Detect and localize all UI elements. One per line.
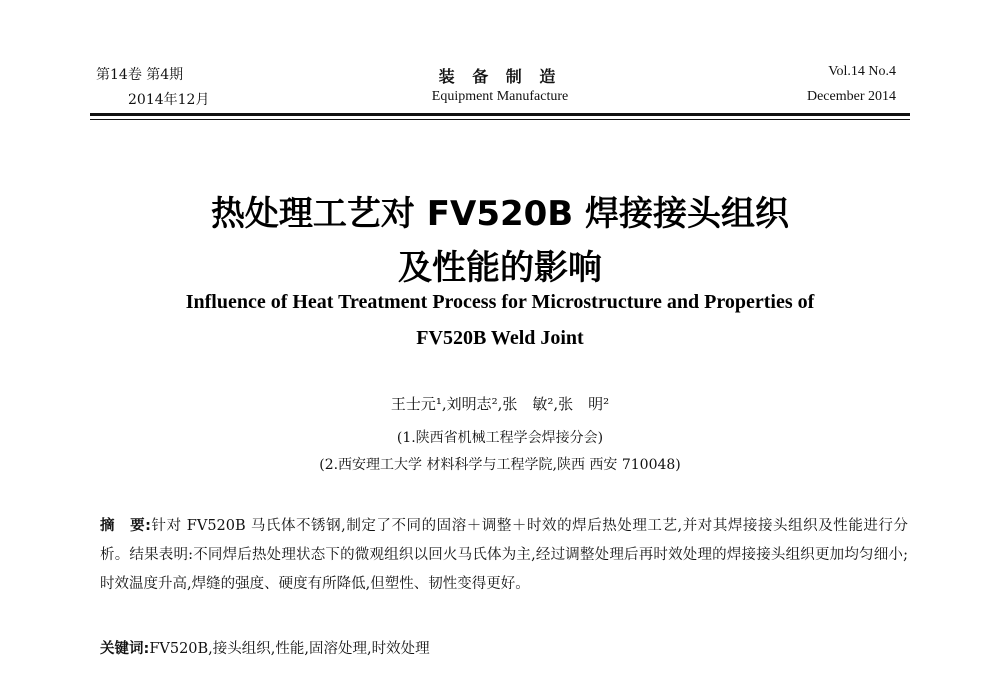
keywords	[100, 637, 908, 658]
keywords-label: 关键词:	[100, 641, 150, 657]
authors: 王士元¹,刘明志²,张 敏²,张 明²	[390, 395, 610, 413]
abstract-text: 针对 FV520B 马氏体不锈钢,制定了不同的固溶＋调整＋时效的焊后热处理工艺,并对其焊接接头组织及性能进行分析。结果表明:不同焊后热处理状态下的微观组织以回火马氏体为主,经过调整处理后再时效处理的焊接接头组织更加均匀细小;时效温度升高,焊缝的强度、硬度有所降低,但塑性、韧性变得更好。	[100, 518, 908, 592]
title-en-line2: FV520B Weld Joint	[416, 327, 584, 349]
date-en: December 2014	[806, 89, 896, 104]
volume-issue-en: Vol.14 No.4	[828, 64, 896, 79]
volume-issue-cn: 第14卷 第4期	[96, 67, 184, 83]
keywords-text: FV520B,接头组织,性能,固溶处理,时效处理	[149, 641, 430, 657]
journal-header	[0, 0, 1000, 122]
title-cn-line1: 热处理工艺对 FV520B 焊接接头组织	[210, 194, 790, 234]
title-en-line1: Influence of Heat Treatment Process for Microstructure and Properties of	[185, 291, 815, 313]
journal-name-en: Equipment Manufacture	[431, 89, 569, 104]
journal-name-cn: 装 备 制 造	[438, 67, 562, 86]
abstract-label: 摘 要:	[100, 518, 151, 534]
header-rule-thick	[90, 113, 910, 116]
affiliation-2: (2.西安理工大学 材料科学与工程学院,陕西 西安 710048)	[319, 457, 681, 473]
date-cn: 2014年12月	[128, 92, 210, 108]
header-rule-thin	[90, 119, 910, 120]
title-cn-line2: 及性能的影响	[398, 248, 602, 288]
abstract	[100, 512, 908, 599]
affiliation-1: (1.陕西省机械工程学会焊接分会)	[396, 430, 604, 446]
